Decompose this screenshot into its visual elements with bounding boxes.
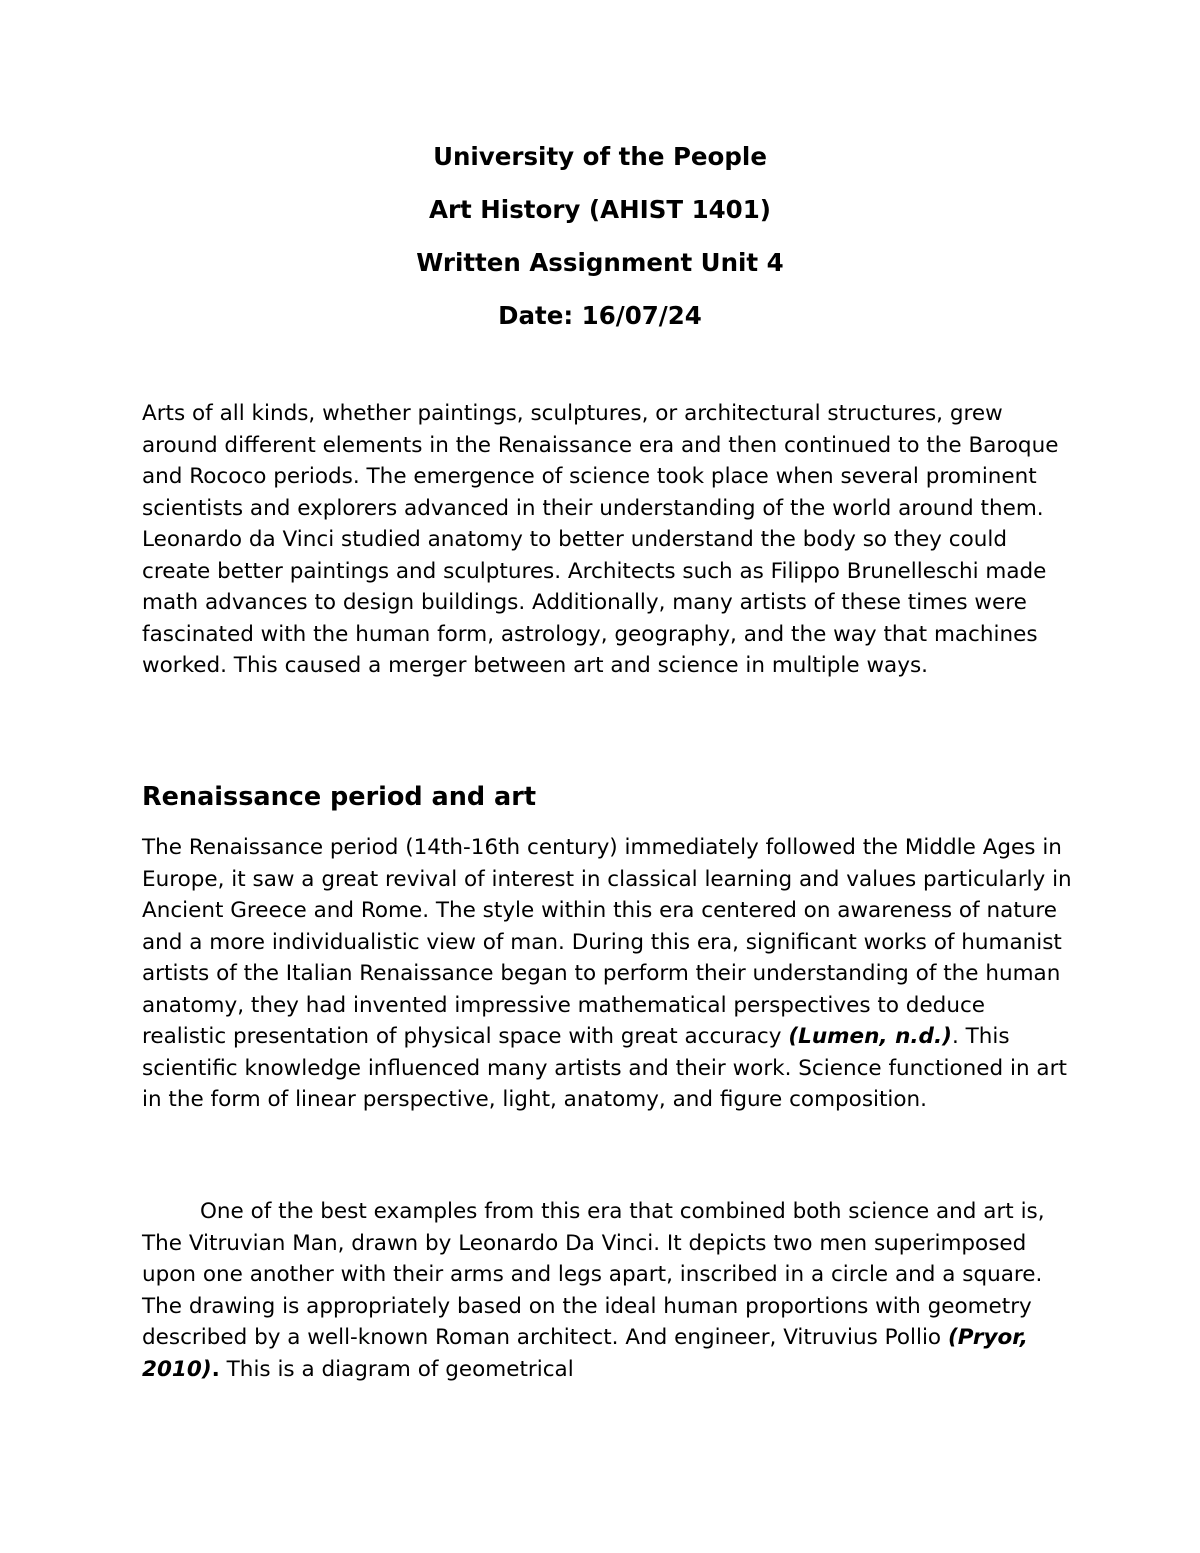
intro-paragraph: Arts of all kinds, whether paintings, sculptures, or architectural structures, grew around different elements in the Renaissance era and then continued to the Baroque and Rococo periods. The emergence of science took place when several prominent scientists and explorers advanced in their understanding of the world around them. Leonardo da Vinci studied anatomy to better understand the body so they could create better paintings and sculptures. Architects such as Filippo Brunelleschi made math advances to design buildings. Additionally, many artists of these times were fascinated with the human form, astrology, geography, and the way that machines worked. This caused a merger between art and science in multiple ways.: [142, 401, 1059, 678]
renaissance-paragraph: [142, 832, 1072, 1116]
vitruvian-text-end: This is a diagram of geometrical: [219, 1356, 574, 1382]
citation-pryor: (Pryor, 2010): [142, 1325, 1028, 1382]
assignment-title: Written Assignment Unit 4: [416, 248, 784, 277]
course-title: Art History (AHIST 1401): [429, 195, 771, 224]
vitruvian-paragraph: [142, 1196, 1072, 1385]
university-name: University of the People: [433, 142, 767, 171]
section-heading: Renaissance period and art: [142, 782, 537, 812]
renaissance-text-start: The Renaissance period (14th-16th century) immediately followed the Middle Ages in Europe, it saw a great revival of interest in classical learning and values particularly in Ancient Greece and Rome. The style within this era centered on awareness of nature and a more individualistic view of man. During this era, significant works of humanist artists of the Italian Renaissance began to perform their understanding of the human anatomy, they had invented impressive mathematical perspectives to deduce realistic presentation of physical space with great accuracy: [142, 835, 1072, 1049]
citation-lumen: (Lumen, n.d.): [788, 1024, 952, 1049]
assignment-date: Date: 16/07/24: [498, 301, 702, 330]
renaissance-text-end: . This scientific knowledge influenced many artists and their work. Science functioned in art in the form of linear perspective, light, anatomy, and figure composition.: [142, 1024, 1067, 1112]
title-block: [0, 142, 1200, 354]
vitruvian-text-start: One of the best examples from this era that combined both science and art is, The Vitruvian Man, drawn by Leonardo Da Vinci. It depicts two men superimposed upon one another with their arms and legs apart, inscribed in a circle and a square. The drawing is appropriately based on the ideal human proportions with geometry described by a well-known Roman architect. And engineer, Vitruvius Pollio: [142, 1199, 1045, 1350]
citation-period: .: [211, 1356, 220, 1382]
